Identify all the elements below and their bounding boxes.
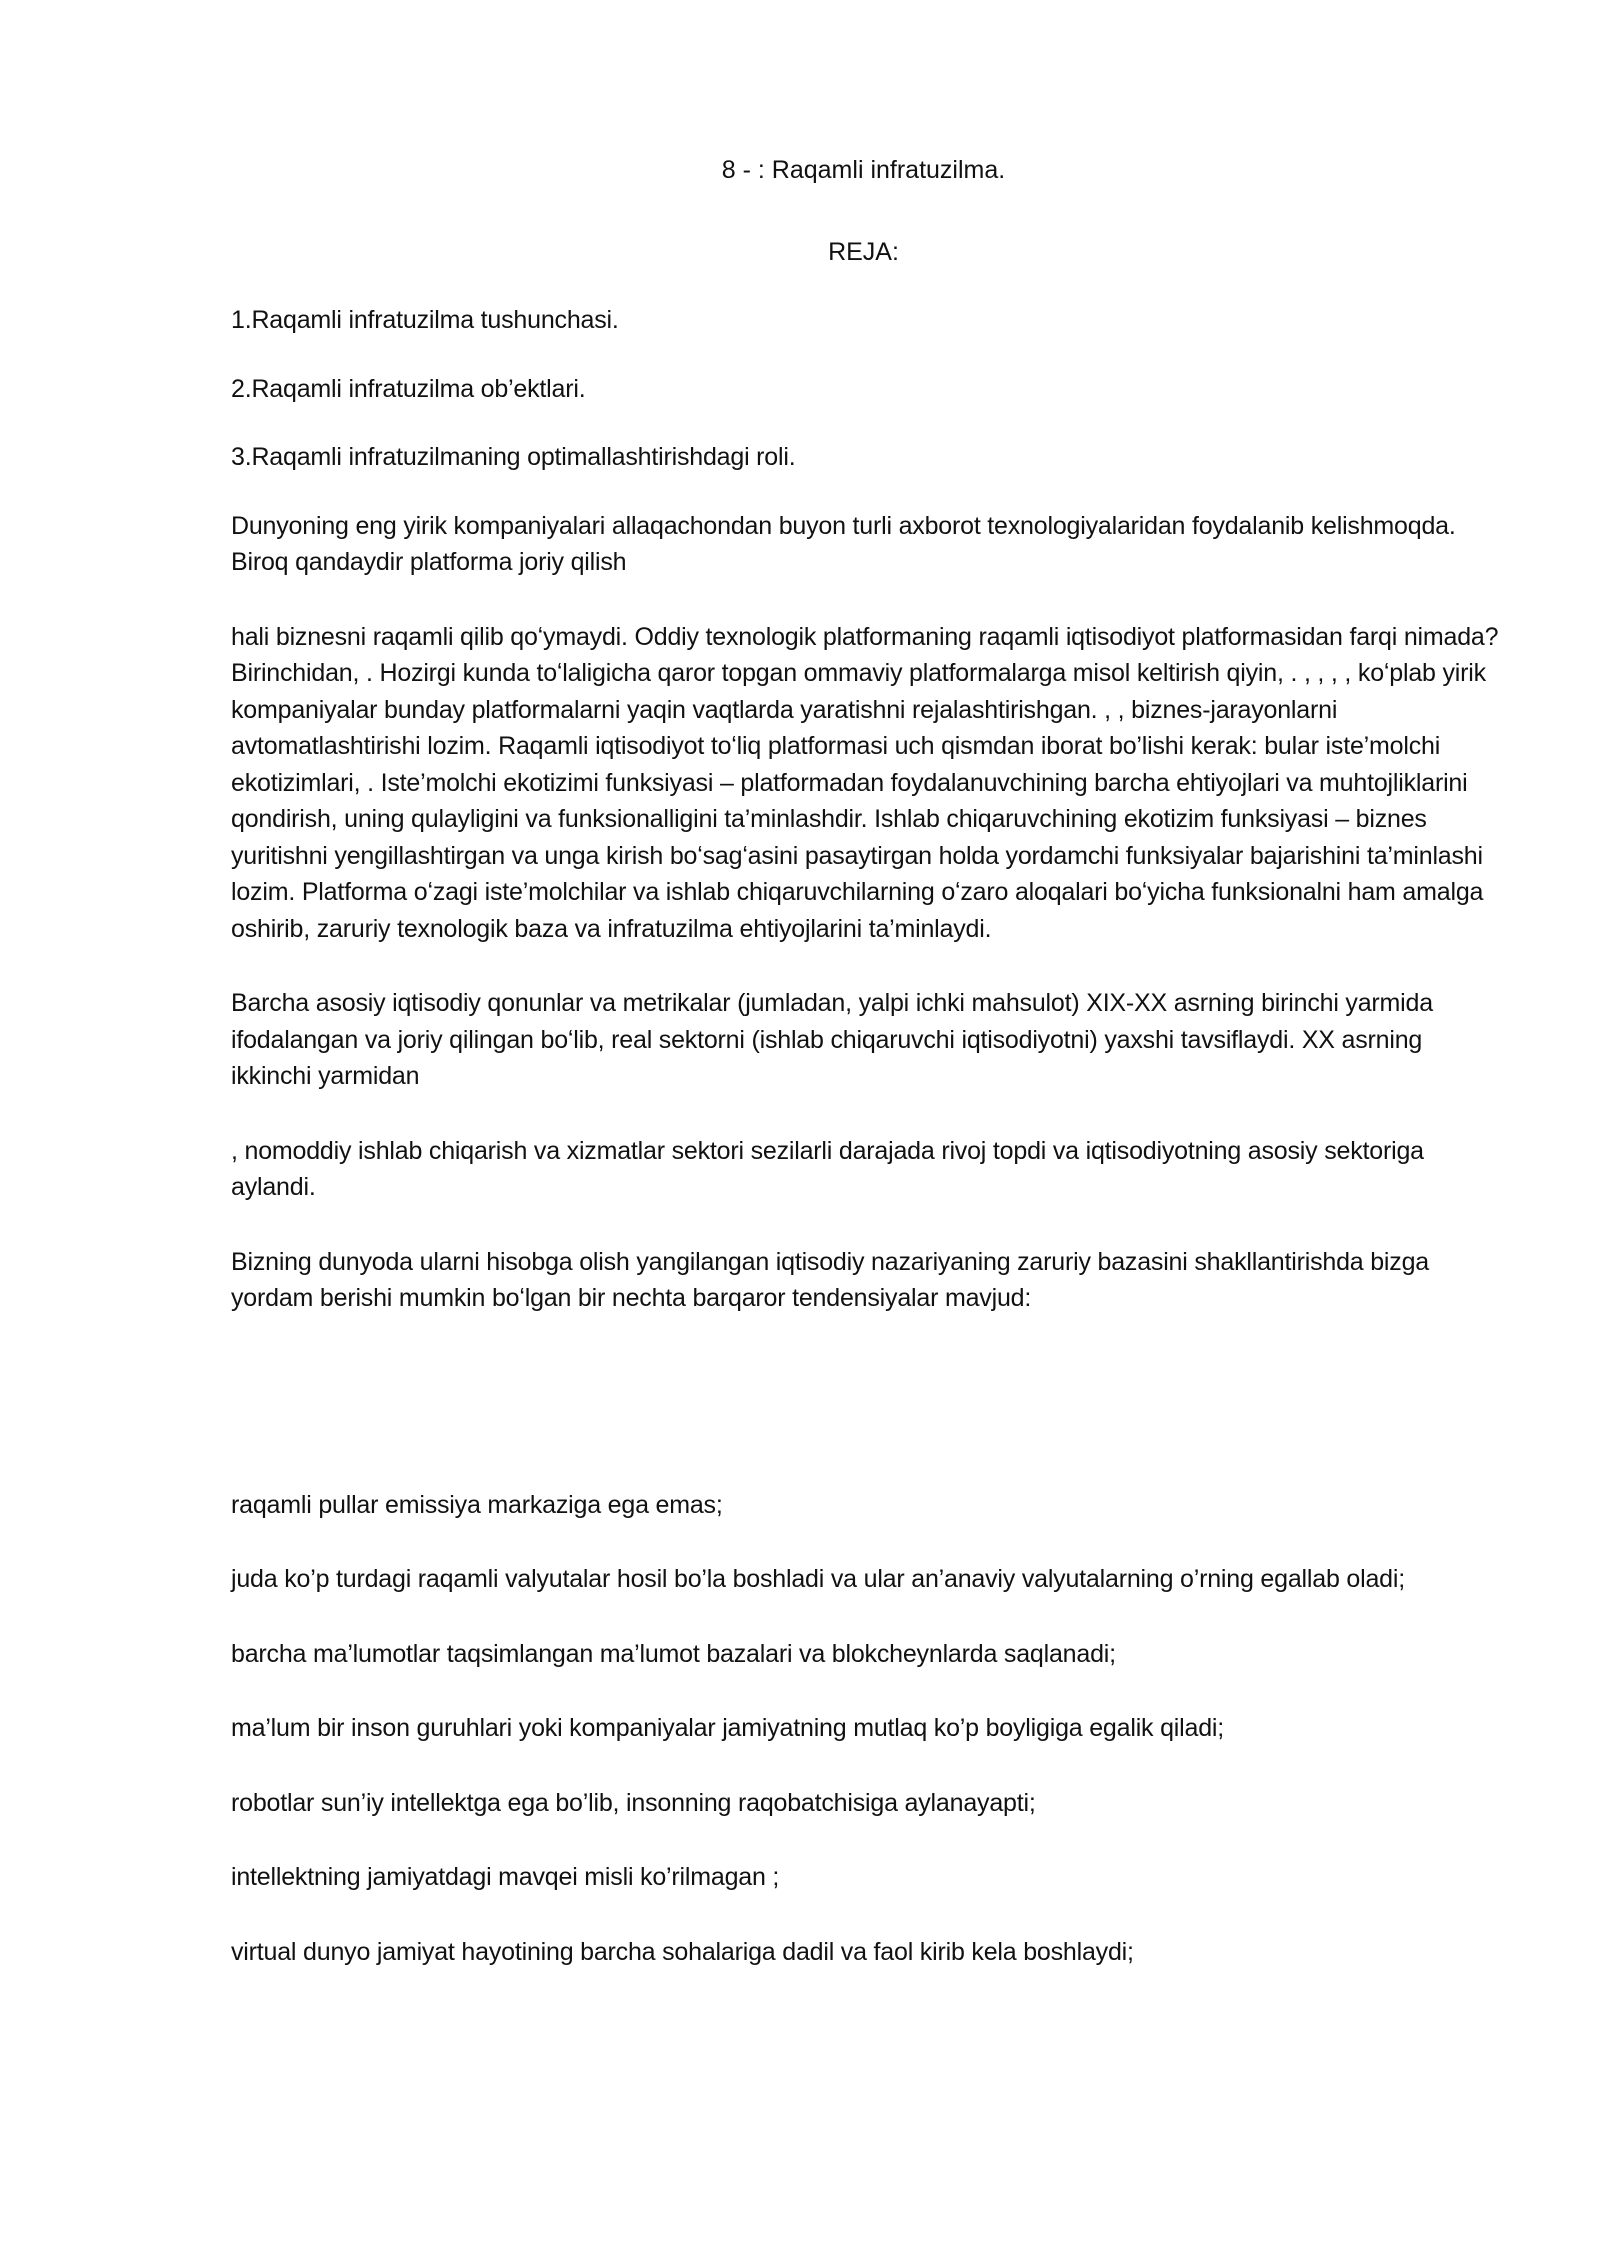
plan-heading: REJA: (828, 238, 899, 266)
body-paragraph: Barcha asosiy iqtisodiy qonunlar va metrikalar (jumladan, yalpi ichki mahsulot) XIX-XX asrning birinchi yarmida ifodalangan va joriy qilingan boʻlib, real sektorni (ishlab chiqaruvchi iqtisodiyotni) yaxshi tavsiflaydi. XX asrning ikkinchi yarmidan (231, 989, 1433, 1090)
plan-item: 3.Raqamli infratuzilmaning optimallashtirishdagi roli. (231, 443, 796, 471)
list-item: juda ko’p turdagi raqamli valyutalar hosil bo’la boshladi va ular an’anaviy valyutalarning o’rning egallab oladi; (231, 1565, 1405, 1593)
plan-item: 1.Raqamli infratuzilma tushunchasi. (231, 306, 619, 334)
document-body (231, 302, 1499, 1970)
document-title: 8 - : Raqamli infratuzilma. (721, 156, 1006, 184)
list-item: raqamli pullar emissiya markaziga ega emas; (231, 1490, 723, 1519)
body-paragraph: , nomoddiy ishlab chiqarish va xizmatlar sektori sezilarli darajada rivoj topdi va iqtisodiyotning asosiy sektoriga aylandi. (231, 1136, 1424, 1201)
list-item: virtual dunyo jamiyat hayotining barcha sohalariga dadil va faol kirib kela boshlaydi; (231, 1937, 1134, 1966)
body-paragraph: hali biznesni raqamli qilib qoʻymaydi. Oddiy texnologik platformaning raqamli iqtisodiyot platformasidan farqi nimada? Birinchidan, . Hozirgi kunda toʻlaligicha qaror topgan ommaviy platformalarga misol keltirish qiyin, . , , , , koʻplab yirik kompaniyalar bunday platformalarni yaqin vaqtlarda yaratishni rejalashtirishgan. , , biznes-jarayonlarni avtomatlashtirishi lozim. Raqamli iqtisodiyot toʻliq platformasi uch qismdan iborat bo’lishi kerak: bular iste’molchi ekotizimlari, . Iste’molchi ekotizimi funksiyasi – platformadan foydalanuvchining barcha ehtiyojlari va muhtojliklarini qondirish, uning qulayligini va funksionalligini ta’minlashdir. Ishlab chiqaruvchining ekotizim funksiyasi – biznes yuritishni yengillashtirgan va unga kirish boʻsagʻasini pasaytirgan holda yordamchi funksiyalar bajarishini ta’minlashi lozim. Platforma oʻzagi iste’molchilar va ishlab chiqaruvchilarning oʻzaro aloqalari boʻyicha funksionalni ham amalga oshirib, zaruriy texnologik baza va infratuzilma ehtiyojlarini ta’minlaydi. (231, 622, 1499, 943)
list-item: robotlar sun’iy intellektga ega bo’lib, insonning raqobatchisiga aylanayapti; (231, 1788, 1036, 1817)
list-item: intellektning jamiyatdagi mavqei misli ko’rilmagan ; (231, 1863, 780, 1891)
list-item: ma’lum bir inson guruhlari yoki kompaniyalar jamiyatning mutlaq ko’p boyligiga egalik qiladi; (231, 1714, 1225, 1742)
body-paragraph: Dunyoning eng yirik kompaniyalari allaqachondan buyon turli axborot texnologiyalaridan foydalanib kelishmoqda. Biroq qandaydir platforma joriy qilish (231, 511, 1456, 576)
plan-item: 2.Raqamli infratuzilma ob’ektlari. (231, 374, 586, 403)
list-item: barcha ma’lumotlar taqsimlangan ma’lumot bazalari va blokcheynlarda saqlanadi; (231, 1639, 1116, 1668)
body-paragraph: Bizning dunyoda ularni hisobga olish yangilangan iqtisodiy nazariyaning zaruriy bazasini shakllantirishda bizga yordam berishi mumkin boʻlgan bir nechta barqaror tendensiyalar mavjud: (231, 1247, 1429, 1312)
